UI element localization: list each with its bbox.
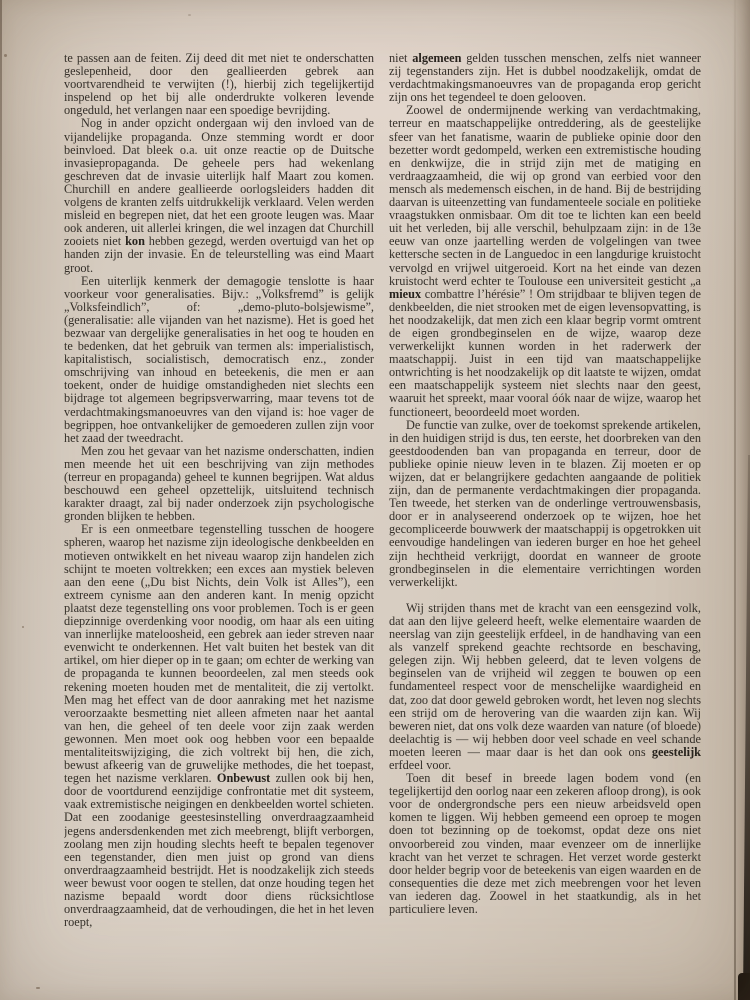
body-text: combattre l’hérésie” ! Om strijdbaar te blijven tegen de denkbeelden, die niet strooken met de eigen levensopvatting, is het noodzakelijk, dat men zich een klaar begrip vormt omtrent de eigen grondbeginselen en de wijze, waarop deze verwerkelijkt kunnen worden in het raderwerk der maatschappij. Juist in een tijd van maatschappelijke ontwrichting is het noodzakelijk op dit laatste te wijzen, omdat een maatschappelijk systeem niet slechts naar den geest, waaruit het spreekt, maar vooral óók naar de wijze, waarop het functioneert, beoordeeld moet worden. [389,286,701,419]
body-text: Een uiterlijk kenmerk der demagogie tenslotte is haar voorkeur voor generalisaties. Bijv.: „Volksfremd” is gelijk „Volksfeindlich”, of: „demo-pluto-bolsjewisme”, (generalisatie: alle vijanden van het nazisme). Het is goed het bezwaar van dergelijke generalisaties in het oog te houden en te bedenken, dat het gebruik van termen als: imperialistisch, kapitalistisch, socialistisch, democratisch enz., zonder omschrijving van inhoud en beteekenis, die men er aan toekent, onder de huidige omstandigheden niet slechts een bijdrage tot algemeen begripsverwarring, maar tevens tot de verdachtmakingsmanoeuvres van den vijand is: hoe vager de begrippen, hoe ontvankelijker de gemoederen zullen zijn voor het zaad der tweedracht. [64,273,374,445]
body-text: Men zou het gevaar van het nazisme onderschatten, indien men meende het uit een beschrijving van zijn methodes (terreur en propaganda) geheel te kunnen begrijpen. Wat aldus beschouwd een geheel opzettelijk, uitsluitend technisch karakter draagt, zal bij nader onderzoek zijn psychologische gronden blijken te hebben. [64,443,374,524]
page-fold-line [734,0,736,1000]
body-text: hebben gezegd, werden overtuigd van het op handen zijn der invasie. En de teleurstelling was eind Maart groot. [64,234,374,275]
paper-speck [36,987,40,989]
body-text: niet [389,52,413,65]
emphasized-text: algemeen [412,52,462,65]
body-text: zullen ook bij hen, door de voortdurend eenzijdige confrontatie met dit systeem, vaak extremistische neigingen en denkbeelden wortel schieten. Dat een zoodanige geestesinstelling onverdraagzaamheid jegens andersdenkenden met zich meebrengt, blijft verborgen, zoolang men zijn houding slechts heeft te bepalen tegenover een tegenstander, dien men juist op grond van diens onverdraagzaamheid bestrijdt. Het is noodzakelijk zich steeds weer bewust voor oogen te stellen, dat onze houding tegen het nazisme bepaald wordt door diens rücksichtlose onverdraagzaamheid, dat de verhoudingen, die het in het leven roept, [64,771,374,930]
left-edge-line [0,0,2,620]
body-text: Toen dit besef in breede lagen bodem vond (en tegelijkertijd den oorlog naar een zekeren afloop drong), is ook voor de ondergrondsche pers een nieuw arbeidsveld open komen te liggen. Wij hebben gemeend een oproep te mogen doen tot bezinning op de toekomst, opdat deze ons niet onvoorbereid zou vinden, maar evenzeer om de innerlijke kracht van het verzet te schragen. Het verzet worde gesterkt door helder begrip voor de beteekenis van eigen waarden en de consequenties die deze met zich meebrengen voor het leven van iederen dag. Zoowel in het staatkundig, als in het particuliere leven. [389,771,701,916]
emphasized-text: kon [125,234,145,249]
paragraph [64,117,374,274]
text-column-right [389,52,701,994]
paper-speck [188,14,191,16]
paper-speck [4,54,7,57]
body-text: Zoowel de ondermijnende werking van verdachtmaking, terreur en maatschappelijke ontreddering, als de geestelijke sfeer van het fanatisme, waarin de publieke opinie door den bezetter wordt gedompeld, werken een extremistische houding en denkwijze, die in strijd zijn met de matiging en verdraagzaamheid, die wij op grond van eerbied voor den mensch als medemensch eischen, in de hand. Bij de bestrijding daarvan is uiteenzetting van fundamenteele sociale en politieke vraagstukken onmisbaar. Om dit toe te lichten kan een beeld uit het verleden, bij alle verschil, behulpzaam zijn: in de 13e eeuw van onze jaartelling werden de volgelingen van twee kettersche secten in de Languedoc in een langdurige kruistocht vervolgd en vrijwel uitgeroeid. Kort na het einde van dezen kruistocht werd echter te Toulouse een universiteit gesticht „a [389,103,701,288]
body-text: De functie van zulke, over de toekomst sprekende artikelen, in den huidigen strijd is dus, ten eerste, het doorbreken van den geestdoodenden ban van propaganda en terreur, door de publieke opinie nieuw leven in te blazen. Zij moeten er op wijzen, dat er belangrijkere gedachten aangaande de politiek zijn, dan de permanente verdachtmakingen dier propaganda. Ten tweede, het sterken van de onderlinge vertrouwensbasis, door er in analyseerend onderzoek op te wijzen, hoe het gecompliceerde bouwwerk der maatschappij is opgetrokken uit eenvoudige handelingen van iederen burger en hoe het geheel zijn hechtheid verkrijgt, doordat en wanneer de groote grondbeginselen in die elementaire verrichtingen worden verwerkelijkt. [389,417,701,589]
body-text: Er is een onmeetbare tegenstelling tusschen de hoogere spheren, waarop het nazisme zijn ideologische denkbeelden en motieven ontwikkelt en het niveau waarop zijn handelen zich schijnt te moeten voltrekken; een exces aan mystiek beleven aan den eene („Du bist Nichts, dein Volk ist Alles”), een extreem cynisme aan den anderen kant. In menig opzicht plaatst deze tegenstelling ons voor problemen. Toch is er geen diepzinnige overdenking voor noodig, om haar als een uiting van innerlijke mateloosheid, een gebrek aan ieder streven naar evenwicht te onderkennen. Het valt buiten het bestek van dit artikel, om hier dieper op in te gaan; om echter de werking van de propaganda te kunnen beoordeelen, zal men steeds ook rekening moeten houden met de mentaliteit, die zij vertolkt. Men mag het effect van de door aanraking met het nazisme veroorzaakte besmetting niet alleen afmeten naar het aantal van hen, die geheel of ten deele voor zijn zaak werden gewonnen. Men moet ook oog hebben voor een bepaalde mentaliteitswijziging, die zich voltrekt bij hen, die zich, bewust afkeerig van de gruwelijke methodes, die het toepast, tegen het nazisme verklaren. [64,522,374,786]
emphasized-text: geestelijk [651,744,701,759]
paragraph [64,523,374,929]
body-text: gelden tusschen menschen, zelfs niet wanneer zij tegenstanders zijn. Het is dubbel noodzakelijk, omdat de verdachtmakingsmanoeuvres van de propaganda erop gericht zijn ons het tegendeel te doen gelooven. [389,52,701,105]
body-text: Nog in ander opzicht ondergaan wij den invloed van de vijandelijke propaganda. Onze stemming wordt er door beinvloed. Dat bleek o.a. uit onze reactie op de Duitsche invasiepropaganda. De geheele pers had wekenlang geschreven dat de invasie uiterlijk half Maart zou komen. Churchill en andere geallieerde oorlogsleiders hadden dit volgens de kranten zelfs uitdrukkelijk verklaard. Velen werden misleid en begrepen niet, dat het een groote leugen was. Maar ook anderen, uit allerlei kringen, die wel inzagen dat Churchill zooiets niet [64,116,374,249]
paragraph [64,52,374,117]
text-column-left [64,52,374,994]
page-edge-shadow [732,0,750,1000]
body-text: erfdeel voor. [389,757,452,772]
black-edge-mark [743,455,750,1000]
body-text: Wij strijden thans met de kracht van een eensgezind volk, dat aan den lijve geleerd heeft, welke elementaire waarden de neerslag van zijn geestelijk erfdeel, in de handhaving van een als vanzelf sprekend geachte rechtsorde en beschaving, gelegen zijn. Wij hebben geleerd, dat te leven volgens de beginselen van de vrijheid wil zeggen te bouwen op een fundamenteel respect voor de menschelijke waardigheid en dat, zoo dat door geweld gebroken wordt, het leven nog slechts een strijd om de herovering van die waarden zijn kan. Wij beweren niet, dat ons volk deze waarden van nature (of bloede) deelachtig is — wij hebben door veel schade en veel schande moeten leeren — maar daar is het dan ook ons [389,600,701,759]
paragraph [389,52,701,104]
emphasized-text: Onbewust [216,771,271,786]
paragraph [389,419,701,589]
body-text: te passen aan de feiten. Zij deed dit met niet te onderschatten geslepenheid, door den geallieerden gebrek aan voortvarendheid te verwijten (!), hierbij zich tegelijkertijd inspelend op het bij alle onderdrukte volkeren levende ongeduld, het verlangen naar een spoedige bevrijding. [64,52,374,118]
paper-speck [22,626,24,628]
bottom-right-corner-mark [738,973,750,1000]
paragraph [389,104,701,418]
paragraph [389,772,701,916]
paragraph [64,275,374,445]
paragraph [389,602,701,772]
paragraph [64,445,374,524]
emphasized-text: mieux [389,286,422,301]
